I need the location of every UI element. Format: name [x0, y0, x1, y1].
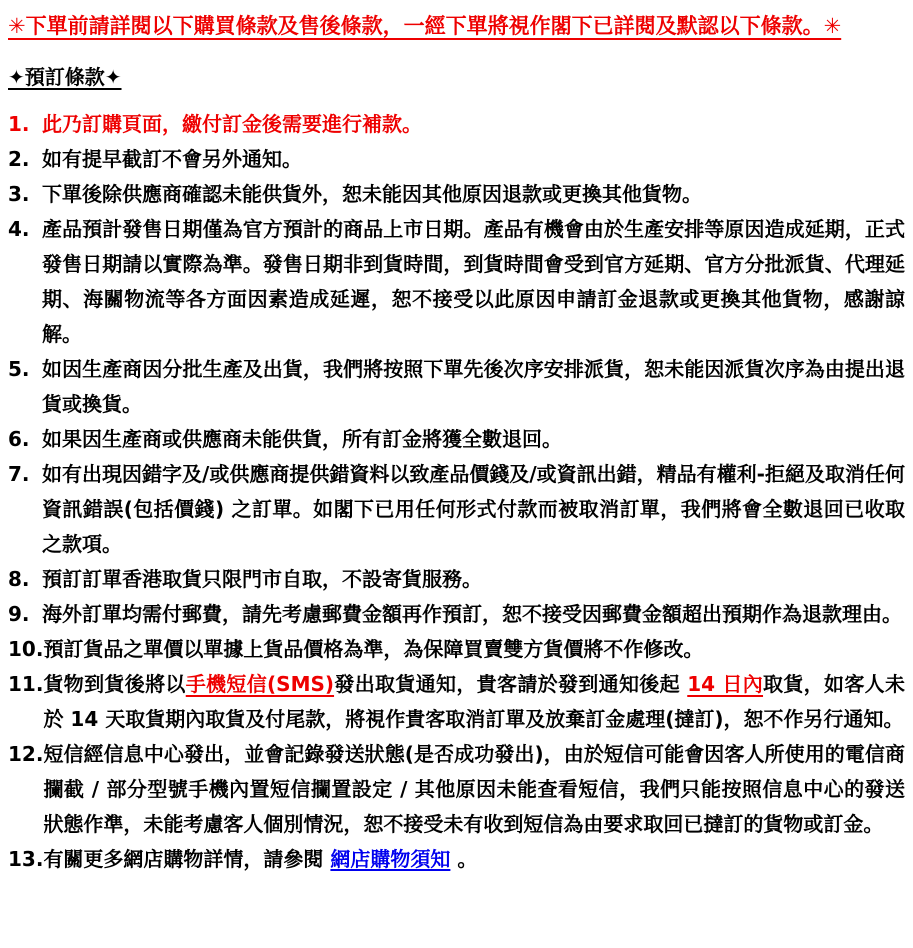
term-number: 5.	[8, 357, 30, 381]
term-item-9	[8, 597, 905, 632]
term-item-6	[8, 422, 905, 457]
term-number: 12.	[8, 742, 44, 766]
term-text	[43, 632, 905, 667]
pickup-deadline-emphasis: 14 日內	[687, 672, 764, 696]
term-text	[42, 107, 905, 142]
term-segment: 如有出現因錯字及/或供應商提供錯資料以致產品價錢及/或資訊出錯，精品有權利-拒絕及取消任何資訊錯誤(包括價錢) 之訂單。如閣下已用任何形式付款而被取消訂單，我們將會全數退回已收取之款項。	[42, 462, 905, 556]
term-text	[42, 562, 905, 597]
term-text	[42, 212, 905, 352]
term-segment: 貨物到貨後將以	[43, 672, 186, 696]
term-text	[43, 737, 905, 842]
term-text	[43, 667, 905, 737]
sms-emphasis: 手機短信(SMS)	[185, 672, 335, 696]
term-number: 7.	[8, 462, 30, 486]
term-number: 11.	[8, 672, 44, 696]
term-number: 8.	[8, 567, 30, 591]
term-item-13	[8, 842, 905, 877]
term-text	[42, 352, 905, 422]
term-text	[42, 177, 905, 212]
term-number: 10.	[8, 637, 44, 661]
term-segment: 此乃訂購頁面，繳付訂金後需要進行補款。	[42, 112, 422, 136]
term-number: 9.	[8, 602, 30, 626]
term-item-8	[8, 562, 905, 597]
term-segment: 短信經信息中心發出，並會記錄發送狀態(是否成功發出)，由於短信可能會因客人所使用的電信商攔截 / 部分型號手機內置短信攔置設定 / 其他原因未能查看短信，我們只能按照信息中心的發送狀態作準，未能考慮客人個別情況，恕不接受未有收到短信為由要求取回已撻訂的貨物或訂金。	[43, 742, 905, 836]
term-segment: 如因生產商因分批生產及出貨，我們將按照下單先後次序安排派貨，恕未能因派貨次序為由提出退貨或換貨。	[42, 357, 905, 416]
term-number: 13.	[8, 847, 44, 871]
term-item-11	[8, 667, 905, 737]
store-shopping-guide-link[interactable]: 網店購物須知	[330, 847, 451, 871]
term-segment: 預訂貨品之單價以單據上貨品價格為準，為保障買賣雙方貨價將不作修改。	[43, 637, 704, 661]
term-segment: 如果因生產商或供應商未能供貨，所有訂金將獲全數退回。	[42, 427, 562, 451]
term-number: 1.	[8, 112, 30, 136]
term-text	[42, 422, 905, 457]
term-item-1	[8, 107, 905, 142]
term-segment: 發出取貨通知，貴客請於發到通知後起	[334, 672, 688, 696]
term-item-12	[8, 737, 905, 842]
term-text	[42, 457, 905, 562]
term-item-7	[8, 457, 905, 562]
term-item-2	[8, 142, 905, 177]
term-text	[42, 142, 905, 177]
term-segment: 。	[450, 847, 478, 871]
term-segment: 海外訂單均需付郵費，請先考慮郵費金額再作預訂，恕不接受因郵費金額超出預期作為退款理由。	[42, 602, 902, 626]
terms-list	[8, 107, 905, 877]
page-title: ✳下單前請詳閱以下購買條款及售後條款，一經下單將視作閣下已詳閱及默認以下條款。✳	[8, 14, 842, 38]
term-text	[42, 597, 905, 632]
term-segment: 下單後除供應商確認未能供貨外，恕未能因其他原因退款或更換其他貨物。	[42, 182, 702, 206]
term-number: 3.	[8, 182, 30, 206]
term-text	[43, 842, 905, 877]
term-item-10	[8, 632, 905, 667]
term-item-4	[8, 212, 905, 352]
term-segment: 預訂訂單香港取貨只限門市自取，不設寄貨服務。	[42, 567, 482, 591]
term-segment: 取貨，如客人未於 14 天取貨期內取貨及付尾款，將視作貴客取消訂單及放棄訂金處理(撻訂)，恕不作另行通知。	[43, 672, 905, 731]
term-segment: 產品預計發售日期僅為官方預計的商品上市日期。產品有機會由於生產安排等原因造成延期，正式發售日期請以實際為準。發售日期非到貨時間，到貨時間會受到官方延期、官方分批派貨、代理延期、海關物流等各方面因素造成延遲，恕不接受以此原因申請訂金退款或更換其他貨物，感謝諒解。	[42, 217, 905, 346]
term-item-5	[8, 352, 905, 422]
term-number: 2.	[8, 147, 30, 171]
term-item-3	[8, 177, 905, 212]
term-segment: 有關更多網店購物詳情，請參閱	[43, 847, 331, 871]
term-number: 4.	[8, 217, 30, 241]
term-segment: 如有提早截訂不會另外通知。	[42, 147, 302, 171]
term-number: 6.	[8, 427, 30, 451]
section-heading-preorder-terms: ✦預訂條款✦	[8, 65, 122, 89]
